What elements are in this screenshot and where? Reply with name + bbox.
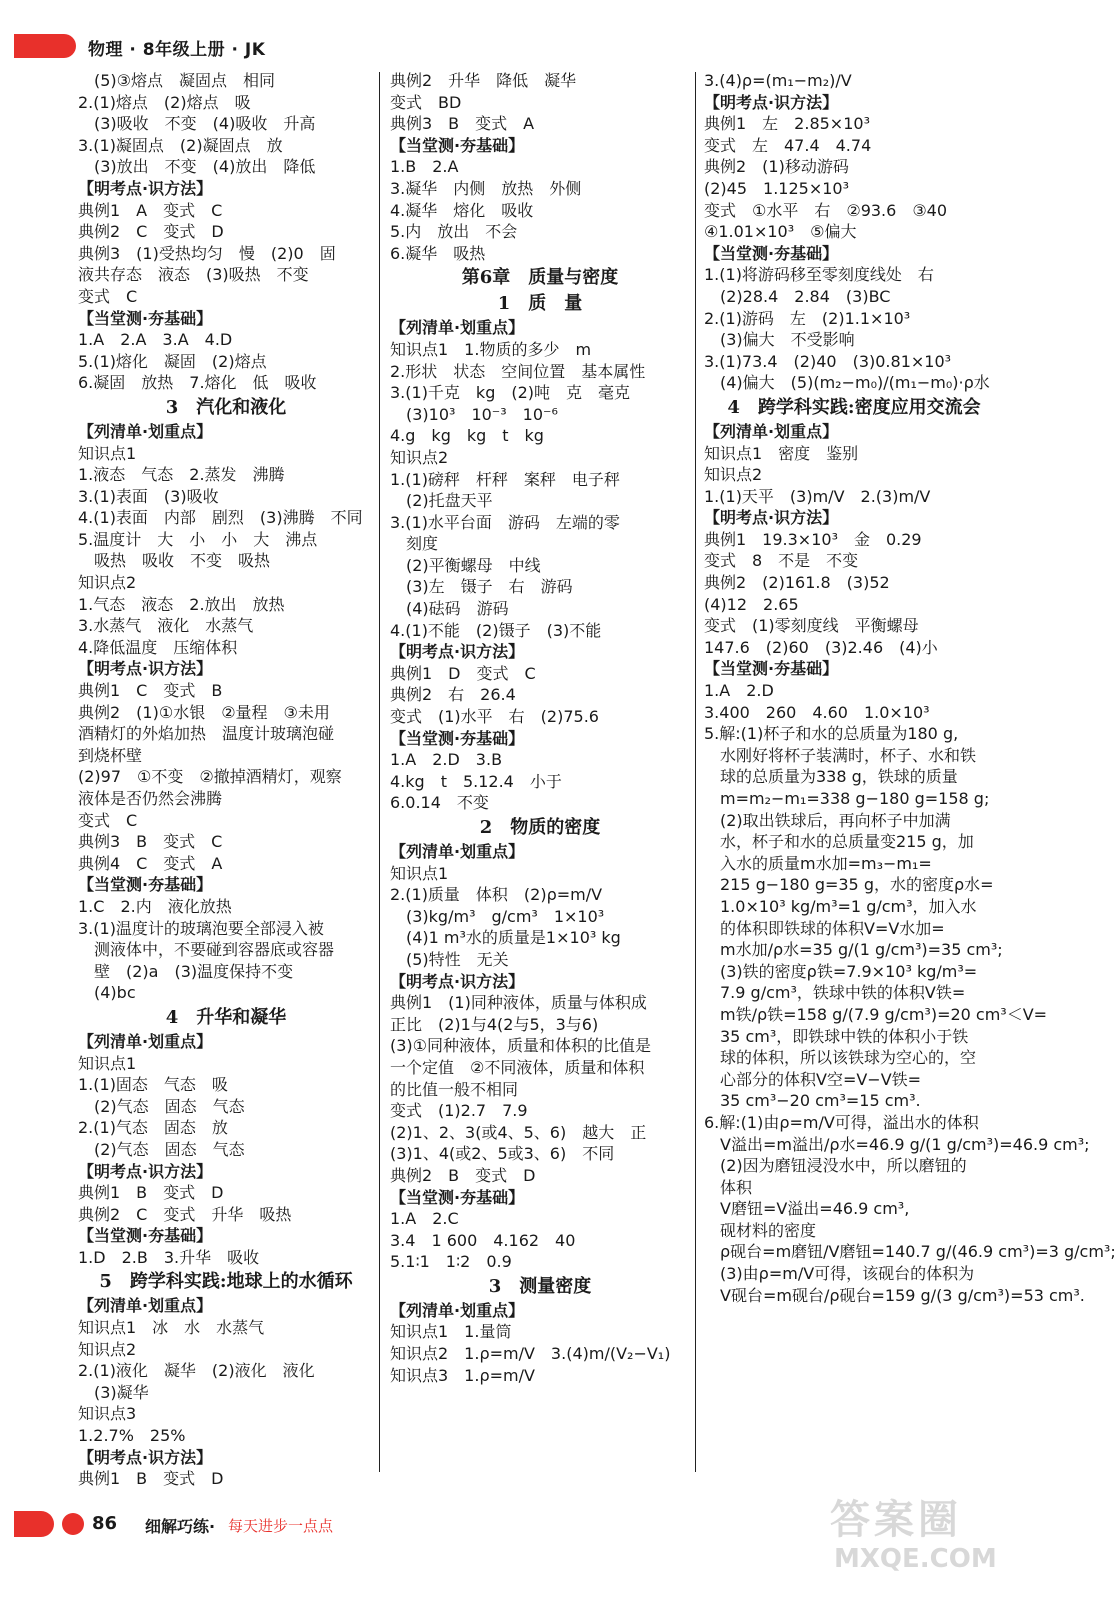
- answer-line: 典例2 (1)移动游码: [704, 157, 849, 177]
- answer-line: 典例3 B 变式 A: [390, 114, 535, 134]
- answer-line: 1.A 2.D: [704, 681, 774, 701]
- footer-accent-tab: [14, 1511, 54, 1537]
- subsection-label: 【列清单·划重点】: [78, 1031, 213, 1051]
- answer-line: 的体积即铁球的体积V=V水加=: [720, 918, 945, 938]
- answer-line: (3)由ρ=m/V可得，该砚台的体积为: [720, 1264, 975, 1284]
- subsection-label: 【当堂测·夯基础】: [390, 1187, 525, 1207]
- answer-line: 知识点1 1.物质的多少 m: [390, 339, 592, 359]
- answer-line: 典例2 升华 降低 凝华: [390, 71, 577, 90]
- answer-line: 典例1 B 变式 D: [78, 1469, 224, 1489]
- section-heading: 第6章 质量与密度: [461, 267, 619, 289]
- answer-line: 3.(1)73.4 (2)40 (3)0.81×10³: [704, 351, 952, 371]
- answer-line: 3.水蒸气 液化 水蒸气: [78, 616, 254, 636]
- answer-line: 典例1 B 变式 D: [78, 1183, 224, 1203]
- answer-line: 1.(1)磅秤 杆秤 案秤 电子秤: [390, 469, 620, 489]
- answer-line: 砚材料的密度: [720, 1220, 817, 1240]
- answer-line: V磨钮=V溢出=46.9 cm³,: [720, 1199, 910, 1219]
- answer-line: 一个定值 ②不同液体，质量和体积: [390, 1057, 645, 1077]
- answer-line: 水，杯子和水的总质量变215 g，加: [720, 832, 974, 852]
- subsection-label: 【明考点·识方法】: [390, 971, 525, 991]
- answer-line: 知识点2: [390, 447, 449, 467]
- answer-line: V溢出=m溢出/ρ水=46.9 g/(1 g/cm³)=46.9 cm³;: [720, 1134, 1090, 1154]
- answer-line: (4)砝码 游码: [406, 599, 509, 619]
- answer-line: (2)气态 固态 气态: [94, 1096, 245, 1116]
- answer-line: 变式 ①水平 右 ②93.6 ③40: [704, 200, 948, 220]
- answer-line: 3.400 260 4.60 1.0×10³: [704, 702, 930, 722]
- watermark-text: 答案圈: [830, 1496, 962, 1543]
- section-heading: 2 物质的密度: [479, 817, 601, 838]
- answer-line: (3)①同种液体，质量和体积的比值是: [390, 1036, 652, 1056]
- answer-line: (2)托盘天平: [406, 491, 493, 511]
- answer-line: 1.A 2.C: [390, 1209, 459, 1229]
- answer-line: (3)左 镊子 右 游码: [406, 577, 573, 597]
- answer-line: 4.(1)表面 内部 剧烈 (3)沸腾 不同: [78, 508, 363, 528]
- answer-line: 的比值一般不相同: [390, 1079, 519, 1099]
- answer-line: 知识点2: [78, 573, 137, 593]
- answer-line: (3)铁的密度ρ铁=7.9×10³ kg/m³=: [720, 961, 978, 981]
- answer-line: 知识点2: [78, 1339, 137, 1359]
- subsection-label: 【列清单·划重点】: [78, 421, 213, 441]
- answer-line: 147.6 (2)60 (3)2.46 (4)小: [704, 637, 938, 657]
- answer-line: (2)1、2、3(或4、5、6) 越大 正: [390, 1122, 647, 1142]
- subsection-label: 【当堂测·夯基础】: [704, 243, 839, 263]
- answer-line: ④1.01×10³ ⑤偏大: [704, 222, 857, 242]
- answer-line: 知识点1: [78, 443, 137, 463]
- answer-line: 2.(1)液化 凝华 (2)液化 液化: [78, 1361, 315, 1381]
- answer-line: 1.(1)天平 (3)m/V 2.(3)m/V: [704, 486, 931, 506]
- section-heading: 3 测量密度: [488, 1275, 592, 1297]
- answer-line: 知识点1 冰 水 水蒸气: [78, 1318, 265, 1338]
- header-accent-tab: [14, 34, 76, 58]
- answer-line: 变式 左 47.4 4.74: [704, 135, 872, 155]
- footer-dot-icon: [62, 1513, 84, 1535]
- header-title: 物理 · 8年级上册 · JK: [88, 40, 266, 60]
- answer-line: 1.D 2.B 3.升华 吸收: [78, 1247, 260, 1267]
- section-heading: 3 汽化和液化: [165, 396, 287, 418]
- answer-line: (3)10³ 10⁻³ 10⁻⁶: [406, 404, 558, 424]
- answer-line: 3.凝华 内侧 放热 外侧: [390, 178, 582, 198]
- answer-line: 2.(1)气态 固态 放: [78, 1118, 228, 1138]
- answer-line: 球的总质量为338 g，铁球的质量: [720, 767, 958, 787]
- subsection-label: 【列清单·划重点】: [390, 1300, 525, 1320]
- answer-line: 5.(1)熔化 凝固 (2)熔点: [78, 351, 267, 371]
- answer-line: 变式 C: [78, 286, 138, 306]
- answer-line: 典例1 (1)同种液体，质量与体积成: [390, 993, 647, 1013]
- answer-line: 典例2 (1)①水银 ②量程 ③未用: [78, 702, 330, 722]
- subsection-label: 【当堂测·夯基础】: [390, 135, 525, 155]
- answer-line: (2)取出铁球后，再向杯子中加满: [720, 810, 951, 830]
- answer-line: 4.kg t 5.12.4 小于: [390, 771, 562, 791]
- answer-line: 知识点1 1.量筒: [390, 1322, 512, 1342]
- answer-line: 1.液态 气态 2.蒸发 沸腾: [78, 465, 285, 485]
- answer-column-1: [78, 70, 374, 1490]
- subsection-label: 【当堂测·夯基础】: [78, 308, 213, 328]
- section-heading: 4 跨学科实践:密度应用交流会: [727, 396, 981, 418]
- answer-line: 4.g kg kg t kg: [390, 426, 544, 446]
- answer-line: ρ砚台=m磨钮/V磨钮=140.7 g/(46.9 cm³)=3 g/cm³;: [720, 1242, 1116, 1262]
- answer-line: 知识点1 密度 鉴别: [704, 443, 859, 463]
- answer-line: 入水的质量m水加=m₃−m₁=: [720, 853, 932, 873]
- answer-line: 2.(1)质量 体积 (2)ρ=m/V: [390, 885, 603, 905]
- section-heading: 1 质 量: [497, 293, 583, 315]
- page-header: [0, 28, 1058, 64]
- answer-line: 5.内 放出 不会: [390, 222, 518, 242]
- subsection-label: 【当堂测·夯基础】: [78, 1226, 213, 1246]
- subsection-label: 【明考点·识方法】: [78, 1161, 213, 1181]
- subsection-label: 【列清单·划重点】: [390, 842, 525, 861]
- subsection-label: 【当堂测·夯基础】: [390, 728, 525, 748]
- column-divider: [695, 72, 696, 1472]
- answer-line: 变式 C: [78, 810, 138, 830]
- answer-line: (2)28.4 2.84 (3)BC: [720, 286, 891, 306]
- answer-line: m水加/ρ水=35 g/(1 g/cm³)=35 cm³;: [720, 940, 1003, 960]
- subsection-label: 【列清单·划重点】: [390, 318, 525, 338]
- section-heading: 5 跨学科实践:地球上的水循环: [99, 1271, 353, 1293]
- answer-line: 典例1 D 变式 C: [390, 663, 536, 683]
- answer-line: 1.0×10³ kg/m³=1 g/cm³，加入水: [720, 896, 977, 916]
- answer-line: 5.1∶1 1∶2 0.9: [390, 1252, 512, 1272]
- answer-line: (2)因为磨钮浸没水中，所以磨钮的: [720, 1156, 967, 1176]
- page-number: 86: [92, 1513, 118, 1534]
- footer-brand: 细解巧练·: [145, 1517, 216, 1536]
- answer-line: 1.2.7% 25%: [78, 1426, 186, 1446]
- answer-line: 6.0.14 不变: [390, 793, 489, 813]
- answer-line: 知识点3 1.ρ=m/V: [390, 1365, 535, 1385]
- answer-line: 变式 (1)水平 右 (2)75.6: [390, 707, 599, 727]
- answer-line: 知识点1: [78, 1053, 137, 1073]
- answer-line: 1.气态 液态 2.放出 放热: [78, 594, 285, 614]
- subsection-label: 【明考点·识方法】: [704, 92, 839, 112]
- subsection-label: 【明考点·识方法】: [78, 178, 213, 198]
- answer-column-3: [704, 70, 1116, 1306]
- answer-line: (3)kg/m³ g/cm³ 1×10³: [406, 906, 605, 926]
- answer-line: 2.(1)熔点 (2)熔点 吸: [78, 92, 251, 112]
- answer-line: 知识点3: [78, 1404, 137, 1424]
- answer-line: 3.(1)凝固点 (2)凝固点 放: [78, 135, 283, 155]
- subsection-label: 【明考点·识方法】: [390, 642, 525, 662]
- answer-line: 心部分的体积V空=V−V铁=: [720, 1069, 922, 1089]
- answer-line: (3)1、4(或2、5或3、6) 不同: [390, 1144, 615, 1164]
- answer-line: 35 cm³，即铁球中铁的体积小于铁: [720, 1026, 969, 1046]
- answer-line: V砚台=m砚台/ρ砚台=159 g/(3 g/cm³)=53 cm³.: [720, 1285, 1085, 1305]
- answer-line: 3.(1)千克 kg (2)吨 克 毫克: [390, 383, 631, 403]
- answer-line: m=m₂−m₁=338 g−180 g=158 g;: [720, 789, 990, 808]
- answer-line: 4.(1)不能 (2)镊子 (3)不能: [390, 620, 602, 640]
- answer-line: 体积: [720, 1177, 753, 1197]
- answer-line: 典例2 C 变式 升华 吸热: [78, 1204, 292, 1224]
- answer-line: (3)凝华: [94, 1382, 149, 1402]
- answer-line: 1.(1)将游码移至零刻度线处 右: [704, 265, 934, 285]
- answer-line: 1.A 2.D 3.B: [390, 750, 503, 770]
- answer-line: (2)45 1.125×10³: [704, 178, 850, 198]
- answer-line: 液体是否仍然会沸腾: [78, 789, 223, 808]
- answer-line: 正比 (2)1与4(2与5，3与6): [390, 1014, 599, 1034]
- answer-line: 典例3 B 变式 C: [78, 832, 223, 852]
- answer-line: 2.形状 状态 空间位置 基本属性: [390, 361, 646, 381]
- answer-line: 7.9 g/cm³，铁球中铁的体积V铁=: [720, 983, 966, 1003]
- answer-line: 3.(1)表面 (3)吸收: [78, 486, 219, 506]
- watermark-logo: [830, 1488, 1030, 1580]
- footer-slogan: 每天进步一点点: [228, 1517, 334, 1535]
- watermark-url: MXQE.COM: [834, 1544, 997, 1574]
- answer-line: 4.凝华 熔化 吸收: [390, 200, 534, 220]
- answer-line: (5)特性 无关: [406, 949, 509, 969]
- answer-line: 3.(1)水平台面 游码 左端的零: [390, 512, 620, 532]
- answer-line: 2.(1)游码 左 (2)1.1×10³: [704, 308, 911, 328]
- answer-line: 典例4 C 变式 A: [78, 853, 223, 873]
- answer-line: 3.4 1 600 4.162 40: [390, 1230, 576, 1250]
- subsection-label: 【当堂测·夯基础】: [78, 875, 213, 895]
- answer-line: 水刚好将杯子装满时，杯子、水和铁: [720, 745, 977, 765]
- answer-line: 变式 (1)零刻度线 平衡螺母: [704, 616, 919, 636]
- answer-line: 测液体中，不要碰到容器底或容器: [94, 940, 335, 960]
- answer-line: (2)平衡螺母 中线: [406, 555, 541, 575]
- answer-line: (3)吸收 不变 (4)吸收 升高: [94, 114, 316, 134]
- answer-line: 35 cm³−20 cm³=15 cm³.: [720, 1091, 921, 1111]
- column-divider: [379, 72, 380, 1472]
- subsection-label: 【当堂测·夯基础】: [704, 659, 839, 679]
- answer-line: 1.B 2.A: [390, 157, 459, 177]
- answer-line: 球的体积，所以该铁球为空心的，空: [720, 1048, 977, 1068]
- answer-line: (2)气态 固态 气态: [94, 1139, 245, 1159]
- answer-line: (3)放出 不变 (4)放出 降低: [94, 157, 316, 177]
- answer-line: (4)偏大 (5)(m₂−m₀)/(m₁−m₀)·ρ水: [720, 373, 990, 393]
- answer-line: 6.凝华 吸热: [390, 243, 486, 263]
- answer-line: 典例2 右 26.4: [390, 685, 516, 705]
- answer-line: 5.解:(1)杯子和水的总质量为180 g,: [704, 724, 959, 744]
- answer-line: (3)偏大 不受影响: [720, 330, 855, 350]
- answer-line: 3.(1)温度计的玻璃泡要全部浸入被: [78, 918, 324, 938]
- answer-line: 吸热 吸收 不变 吸热: [94, 551, 271, 571]
- answer-line: 3.(4)ρ=(m₁−m₂)/V: [704, 71, 852, 90]
- answer-line: 1.A 2.A 3.A 4.D: [78, 330, 233, 350]
- section-heading: 4 升华和凝华: [165, 1006, 287, 1028]
- answer-line: 酒精灯的外焰加热 温度计玻璃泡碰: [78, 724, 335, 744]
- answer-line: 典例3 (1)受热均匀 慢 (2)0 固: [78, 243, 336, 263]
- answer-line: 液共存态 液态 (3)吸热 不变: [78, 265, 309, 285]
- answer-line: 知识点1: [390, 863, 449, 883]
- answer-line: 变式 (1)2.7 7.9: [390, 1101, 528, 1121]
- answer-line: 典例1 C 变式 B: [78, 681, 223, 701]
- answer-line: 典例2 (2)161.8 (3)52: [704, 573, 890, 593]
- answer-line: (2)97 ①不变 ②撤掉酒精灯，观察: [78, 767, 342, 787]
- answer-line: 知识点2: [704, 465, 763, 485]
- answer-line: 典例1 A 变式 C: [78, 200, 223, 220]
- answer-line: 典例1 19.3×10³ 金 0.29: [704, 529, 922, 549]
- answer-line: 6.解:(1)由ρ=m/V可得，溢出水的体积: [704, 1112, 979, 1132]
- answer-line: 1.(1)固态 气态 吸: [78, 1075, 228, 1095]
- answer-line: 215 g−180 g=35 g，水的密度ρ水=: [720, 875, 994, 895]
- answer-line: 壁 (2)a (3)温度保持不变: [94, 961, 294, 981]
- answer-line: (4)12 2.65: [704, 594, 799, 614]
- answer-line: 5.温度计 大 小 小 大 沸点: [78, 529, 318, 549]
- subsection-label: 【列清单·划重点】: [78, 1296, 213, 1316]
- subsection-label: 【明考点·识方法】: [78, 659, 213, 679]
- answer-line: 典例2 B 变式 D: [390, 1165, 536, 1185]
- answer-line: 到烧杯壁: [78, 745, 143, 765]
- answer-line: m铁/ρ铁=158 g/(7.9 g/cm³)=20 cm³＜V=: [720, 1004, 1048, 1024]
- subsection-label: 【列清单·划重点】: [704, 421, 839, 441]
- answer-column-2: [390, 70, 690, 1386]
- answer-line: (4)bc: [94, 983, 136, 1003]
- subsection-label: 【明考点·识方法】: [78, 1447, 213, 1467]
- answer-line: 变式 8 不是 不变: [704, 551, 859, 571]
- answer-line: 变式 BD: [390, 92, 462, 112]
- answer-line: 典例2 C 变式 D: [78, 222, 224, 242]
- answer-line: 6.凝固 放热 7.熔化 低 吸收: [78, 373, 317, 393]
- subsection-label: 【明考点·识方法】: [704, 508, 839, 528]
- answer-line: 典例1 左 2.85×10³: [704, 114, 870, 134]
- answer-line: 1.C 2.内 液化放热: [78, 896, 232, 916]
- answer-line: (4)1 m³水的质量是1×10³ kg: [406, 928, 621, 948]
- answer-line: 知识点2 1.ρ=m/V 3.(4)m/(V₂−V₁): [390, 1344, 671, 1364]
- answer-line: 刻度: [406, 534, 439, 554]
- answer-line: 4.降低温度 压缩体积: [78, 637, 238, 657]
- answer-line: (5)③熔点 凝固点 相同: [94, 71, 276, 90]
